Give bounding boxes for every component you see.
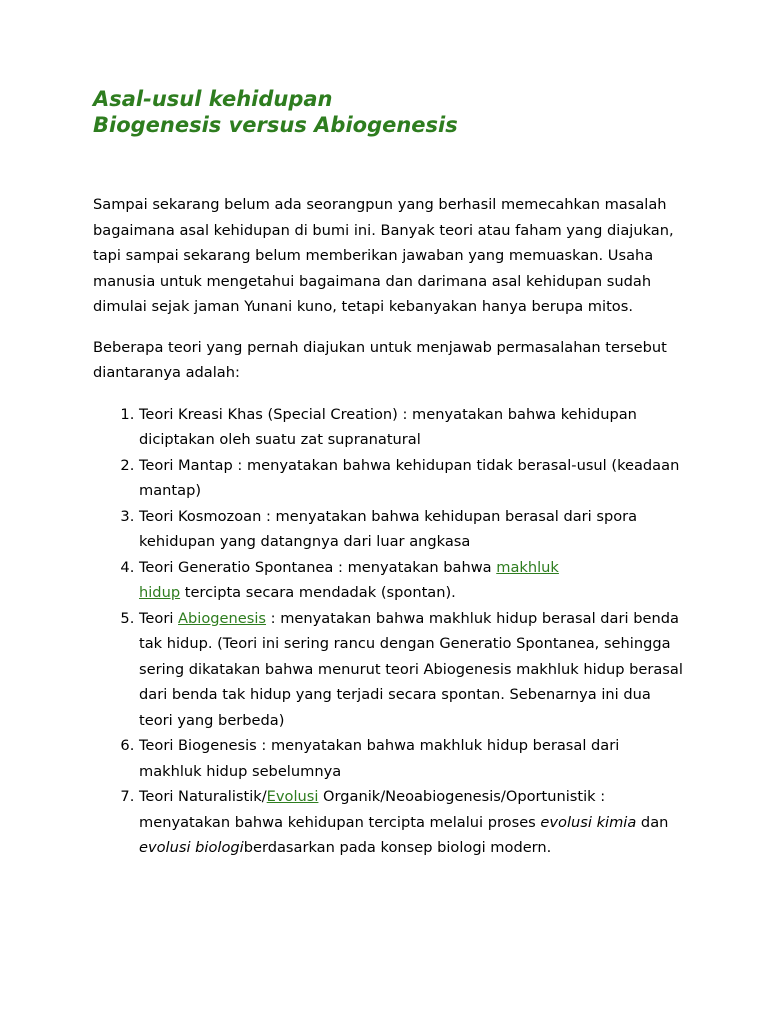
theory-text: Teori Biogenesis : menyatakan bahwa makhluk hidup berasal dari makhluk hidup sebelumnya (139, 737, 620, 780)
theory-text: Organik/Neoabiogenesis/Oportunistik : menyatakan bahwa kehidupan tercipta melalui proses (139, 788, 606, 831)
list-item (139, 784, 683, 861)
list-item (139, 402, 683, 453)
makhluk-hidup-link-part-2[interactable]: hidup (139, 584, 181, 601)
theory-text: Teori Mantap : menyatakan bahwa kehidupan tidak berasal-usul (keadaan mantap) (139, 456, 680, 499)
list-item (139, 733, 683, 784)
italic-term: evolusi kimia (540, 813, 637, 831)
document-page (93, 86, 683, 861)
evolusi-link[interactable]: Evolusi (266, 788, 319, 805)
intro-paragraph: Sampai sekarang belum ada seorangpun yang berhasil memecahkan masalah bagaimana asal kehidupan di bumi ini. Banyak teori atau faham yang diajukan, tapi sampai sekarang belum memberikan jawaban yang memuaskan. Usaha manusia untuk mengetahui bagaimana dan darimana asal kehidupan sudah dimulai sejak jaman Yunani kuno, tetapi kebanyakan hanya berupa mitos. (93, 196, 674, 315)
theory-list (93, 402, 683, 861)
title-line-2: Biogenesis versus Abiogenesis (93, 113, 458, 137)
theory-text: tercipta secara mendadak (spontan). (180, 584, 456, 601)
document-title (93, 86, 683, 138)
theory-text: dan (636, 813, 669, 831)
title-line-1: Asal-usul kehidupan (93, 87, 333, 111)
makhluk-hidup-link-part-1[interactable]: makhluk (496, 558, 559, 576)
theory-text: Teori Generatio Spontanea : menyatakan bahwa (139, 558, 497, 576)
list-item (139, 504, 683, 555)
lead-in-paragraph: Beberapa teori yang pernah diajukan untuk menjawab permasalahan tersebut diantaranya adalah: (93, 338, 667, 381)
list-item (139, 453, 683, 504)
theory-text: Teori Kreasi Khas (Special Creation) : menyatakan bahwa kehidupan diciptakan oleh suatu zat supranatural (139, 405, 637, 448)
list-item (139, 606, 683, 734)
theory-text: Teori Naturalistik/ (139, 788, 267, 805)
theory-text: Teori (139, 609, 179, 627)
theory-text: berdasarkan pada konsep biologi modern. (243, 839, 552, 856)
list-item (139, 555, 683, 606)
theory-text: : menyatakan bahwa makhluk hidup berasal dari benda tak hidup. (Teori ini sering rancu dengan Generatio Spontanea, sehingga sering dikatakan bahwa menurut teori Abiogenesis makhluk hidup berasal dari benda tak hidup yang terjadi secara spontan. Sebenarnya ini dua teori yang berbeda) (139, 609, 683, 729)
abiogenesis-link[interactable]: Abiogenesis (178, 609, 267, 627)
italic-term: evolusi biologi (139, 839, 244, 856)
theory-text: Teori Kosmozoan : menyatakan bahwa kehidupan berasal dari spora kehidupan yang datangnya dari luar angkasa (139, 507, 638, 550)
